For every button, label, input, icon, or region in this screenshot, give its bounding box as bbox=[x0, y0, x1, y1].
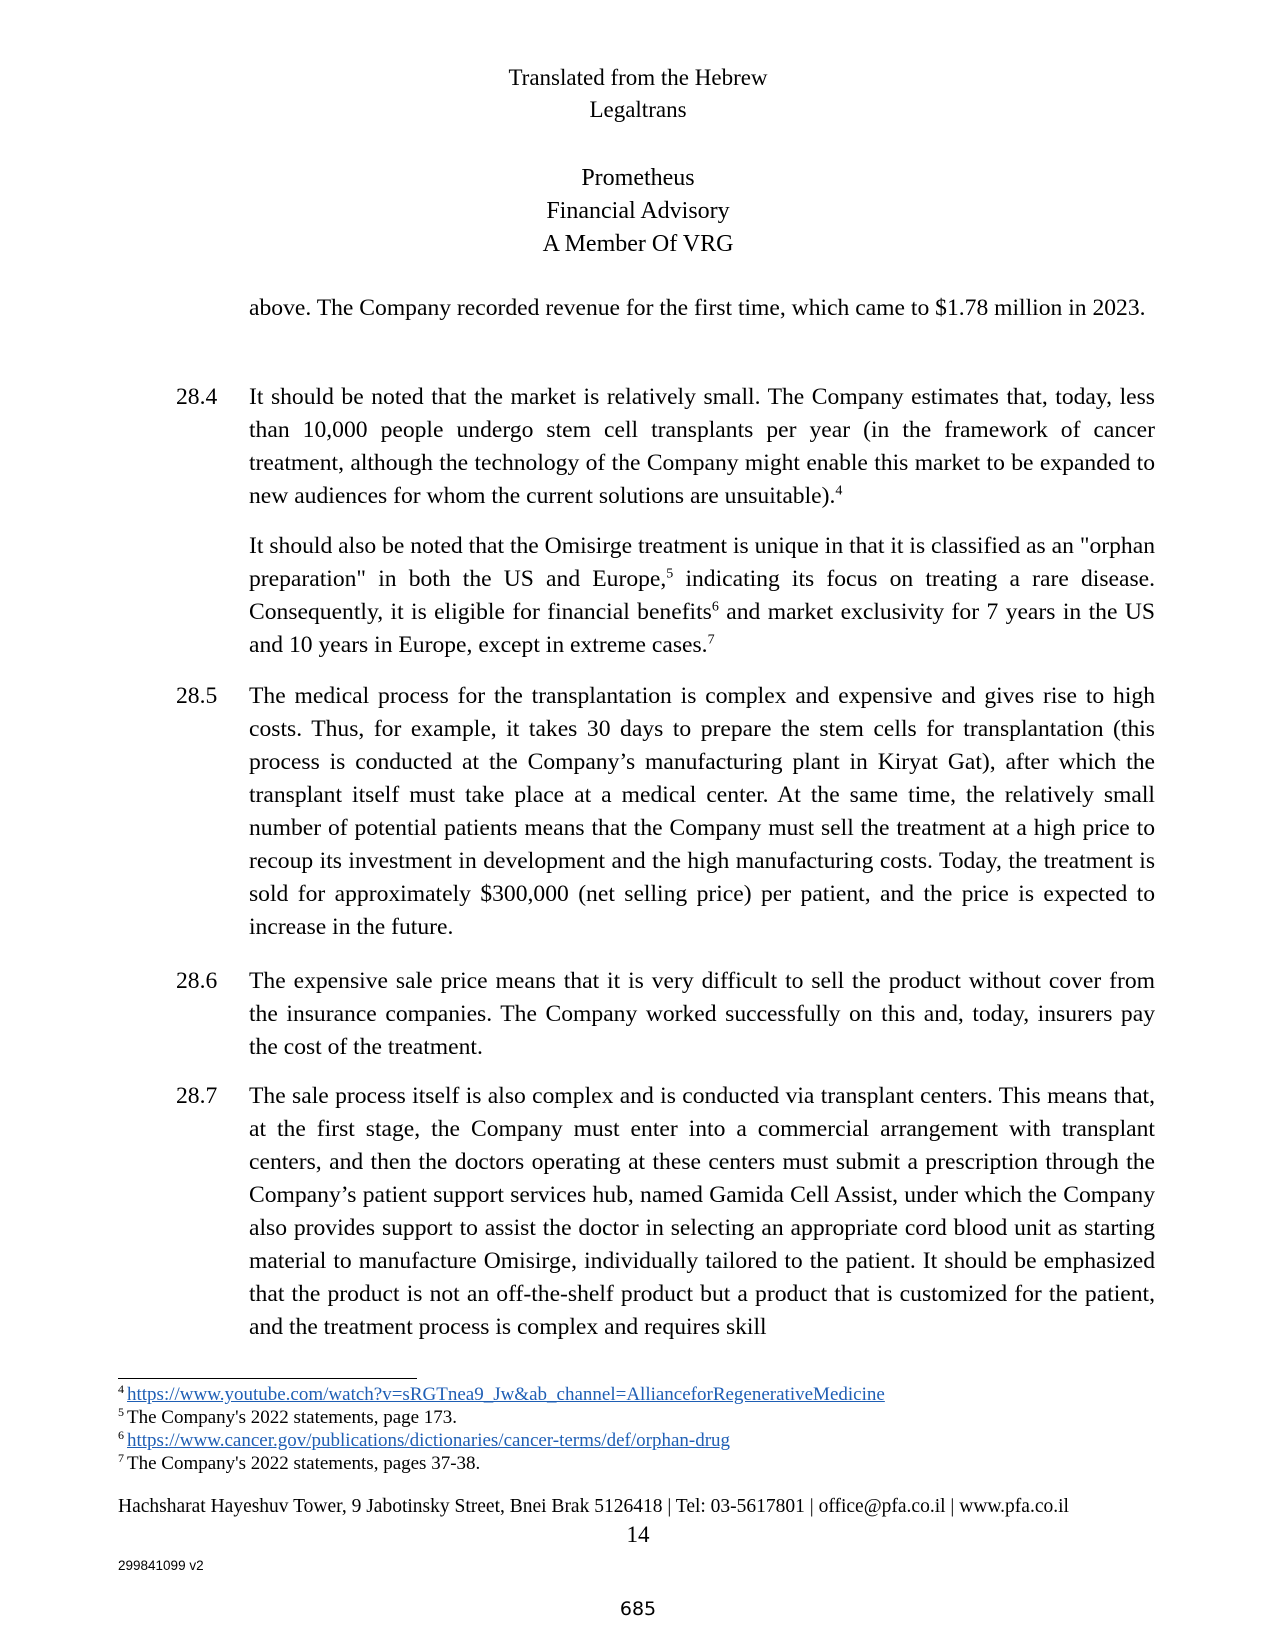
section-number: 28.7 bbox=[176, 1083, 218, 1109]
footer-address: Hachsharat Hayeshuv Tower, 9 Jabotinsky Street, Bnei Brak 5126418 | Tel: 03-5617801 | office@pfa.co.il | www.pfa.co.il bbox=[118, 1496, 1069, 1517]
section-text: and market exclusivity for 7 years in the US and 10 years in Europe, except in extreme cases. bbox=[249, 599, 1155, 658]
footnote-link[interactable]: https://www.cancer.gov/publications/dictionaries/cancer-terms/def/orphan-drug bbox=[127, 1430, 731, 1451]
footnote-number: 4 bbox=[118, 1382, 124, 1397]
firm-name: Prometheus bbox=[581, 165, 695, 191]
section-28-4-paragraph bbox=[249, 381, 1155, 513]
firm-member: A Member Of VRG bbox=[542, 231, 734, 257]
firm-header bbox=[0, 162, 1276, 261]
firm-subtitle: Financial Advisory bbox=[546, 198, 730, 224]
footnote-text: The Company's 2022 statements, page 173. bbox=[127, 1407, 458, 1428]
footnote-divider bbox=[118, 1378, 417, 1379]
section-28-7-paragraph: The sale process itself is also complex and is conducted via transplant centers. This means that, at the first stage, the Company must enter into a commercial arrangement with transplant centers, and then the doctors operating at these centers must submit a prescription through the Company’s patient support services hub, named Gamida Cell Assist, under which the Company also provides support to assist the doctor in selecting an appropriate cord blood unit as starting material to manufacture Omisirge, individually tailored to the patient. It should be emphasized that the product is not an off-the-shelf product but a product that is customized for the patient, and the treatment process is complex and requires skill bbox=[249, 1083, 1155, 1340]
translator-name: Legaltrans bbox=[589, 97, 687, 122]
footnote-text: The Company's 2022 statements, pages 37-38. bbox=[127, 1453, 481, 1474]
section-text: It should be noted that the market is relatively small. The Company estimates that, today, less than 10,000 people undergo stem cell transplants per year (in the framework of cancer treatment, although the technology of the Company might enable this market to be expanded to new audiences for whom the current solutions are unsuitable). bbox=[249, 384, 1155, 509]
section-number: 28.6 bbox=[176, 968, 218, 994]
section-28-5-paragraph: The medical process for the transplantation is complex and expensive and gives rise to high costs. Thus, for example, it takes 30 days to prepare the stem cells for transplantation (this process is conducted at the Company’s manufacturing plant in Kiryat Gat), after which the transplant itself must take place at a medical center. At the same time, the relatively small number of potential patients means that the Company must sell the treatment at a high price to recoup its investment in development and the high manufacturing costs. Today, the treatment is sold for approximately $300,000 (net selling price) per patient, and the price is expected to increase in the future. bbox=[249, 683, 1155, 940]
footnote-7 bbox=[118, 1452, 480, 1476]
translated-note: Translated from the Hebrew bbox=[508, 65, 768, 90]
footnote-number: 5 bbox=[118, 1405, 124, 1420]
document-id: 299841099 v2 bbox=[118, 1558, 204, 1573]
section-number: 28.4 bbox=[176, 384, 218, 410]
footnote-5 bbox=[118, 1406, 457, 1430]
bates-number: 685 bbox=[619, 1598, 657, 1620]
footnote-number: 7 bbox=[118, 1451, 124, 1466]
section-text: It should also be noted that the Omisirge treatment is unique in that it is classified as an "orphan preparation" in both the US and Europe, bbox=[249, 533, 1155, 592]
footnote-ref: 7 bbox=[707, 632, 715, 648]
section-text: indicating its focus on treating a rare disease. Consequently, it is eligible for financial benefits bbox=[249, 566, 1156, 625]
footnote-number: 6 bbox=[118, 1428, 124, 1443]
translation-header bbox=[0, 62, 1276, 126]
footnote-ref: 4 bbox=[835, 483, 843, 499]
footnote-link[interactable]: https://www.youtube.com/watch?v=sRGTnea9_Jw&ab_channel=AllianceforRegenerativeMedicine bbox=[127, 1384, 885, 1405]
footnote-ref: 6 bbox=[711, 599, 719, 615]
footnote-4 bbox=[118, 1383, 885, 1407]
continuation-paragraph: above. The Company recorded revenue for the first time, which came to $1.78 million in 2023. bbox=[249, 295, 1146, 321]
section-number: 28.5 bbox=[176, 683, 218, 709]
footnote-6 bbox=[118, 1429, 730, 1453]
page-number: 14 bbox=[626, 1522, 650, 1547]
footnote-ref: 5 bbox=[666, 566, 674, 582]
section-28-4-paragraph-2 bbox=[249, 530, 1155, 662]
section-28-6-paragraph: The expensive sale price means that it is very difficult to sell the product without cover from the insurance companies. The Company worked successfully on this and, today, insurers pay the cost of the treatment. bbox=[249, 968, 1155, 1060]
